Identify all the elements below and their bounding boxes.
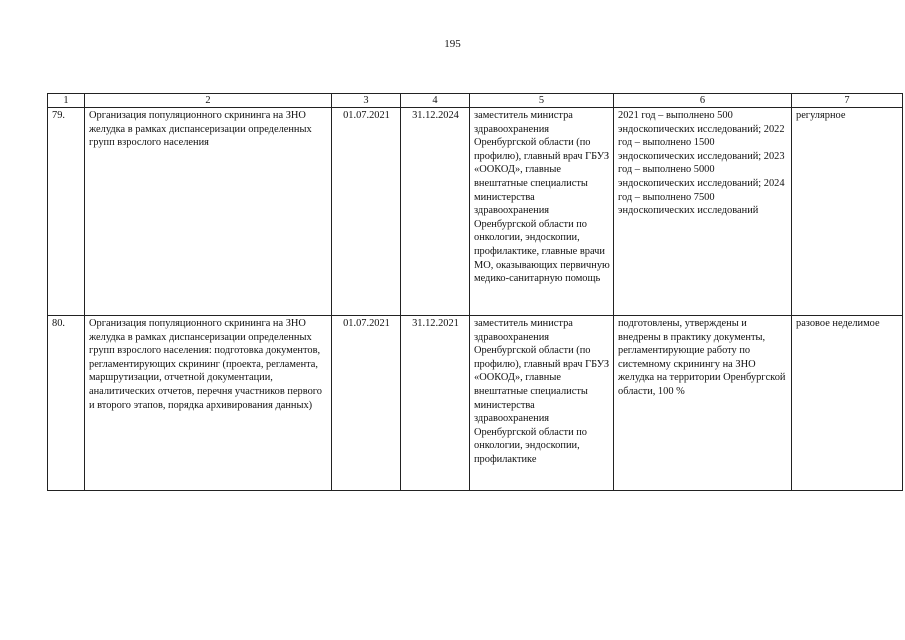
end-date: 31.12.2024: [401, 108, 470, 316]
table-row: [48, 316, 903, 491]
activity-name: Организация популяционного скрининга на ЗНО желудка в рамках диспансеризации определенных групп взрослого населения: подготовка документов, регламентирующих скрининг (проекта, регламента, маршрутизации, отчетной документации, аналитических отчетов, перечня участников первого и второго этапов, порядка архивирования данных): [85, 316, 332, 491]
expected-result: подготовлены, утверждены и внедрены в практику документы, регламентирующие работу по системному скринингу на ЗНО желудка на территории Оренбургской области, 100 %: [614, 316, 792, 491]
column-header-1: 1: [48, 94, 85, 108]
responsible-persons: заместитель министра здравоохранения Оренбургской области (по профилю), главный врач ГБУЗ «ООКОД», главные внештатные специалисты министерства здравоохранения Оренбургской области по онкологии, эндоскопии, профилактике: [470, 316, 614, 491]
row-number: 80.: [48, 316, 85, 491]
activities-table: [47, 93, 903, 491]
column-header-3: 3: [332, 94, 401, 108]
column-header-6: 6: [614, 94, 792, 108]
column-header-2: 2: [85, 94, 332, 108]
page-number: 195: [444, 38, 461, 50]
column-header-7: 7: [792, 94, 903, 108]
column-number-row: [48, 94, 903, 108]
row-number: 79.: [48, 108, 85, 316]
responsible-persons: заместитель министра здравоохранения Оренбургской области (по профилю), главный врач ГБУЗ «ООКОД», главные внештатные специалисты министерства здравоохранения Оренбургской области по онкологии, эндоскопии, профилактике, главные врачи МО, оказывающих первичную медико-санитарную помощь: [470, 108, 614, 316]
end-date: 31.12.2021: [401, 316, 470, 491]
table-row: [48, 108, 903, 316]
activity-name: Организация популяционного скрининга на ЗНО желудка в рамках диспансеризации определенных групп взрослого населения: [85, 108, 332, 316]
activity-type: регулярное: [792, 108, 903, 316]
column-header-5: 5: [470, 94, 614, 108]
activity-type: разовое неделимое: [792, 316, 903, 491]
start-date: 01.07.2021: [332, 316, 401, 491]
expected-result: 2021 год – выполнено 500 эндоскопических исследований; 2022 год – выполнено 1500 эндоскопических исследований; 2023 год – выполнено 5000 эндоскопических исследований; 2024 год – выполнено 7500 эндоскопических исследований: [614, 108, 792, 316]
column-header-4: 4: [401, 94, 470, 108]
start-date: 01.07.2021: [332, 108, 401, 316]
